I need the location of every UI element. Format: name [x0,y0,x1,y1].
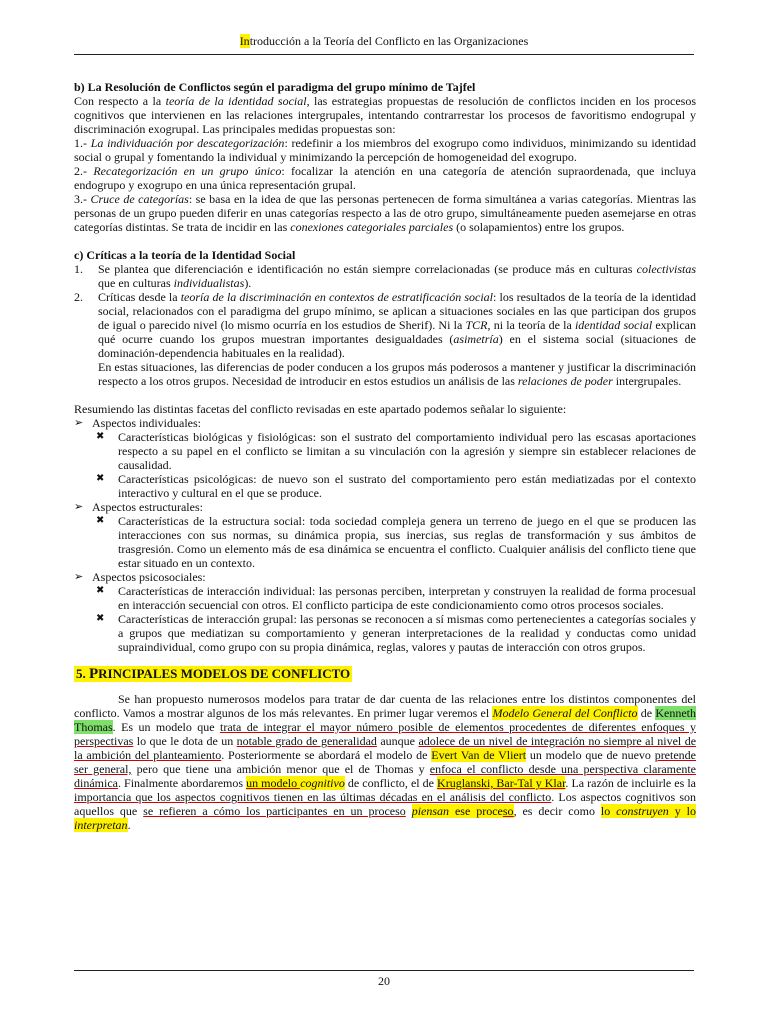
arrowhead-bullet-icon: ➢ [74,500,84,513]
aspect-group-psychosocial: ➢ Aspectos psicosociales: [74,570,206,584]
highlight-author: Evert Van de Vliert [431,748,527,762]
critique-item-1: 1. Se plantea que diferenciación e identificación no están siempre correlacionadas (se produce más en culturas colectivistas que en culturas individualistas). [74,262,696,290]
aspect-item: ✖ Características de interacción grupal: las personas se reconocen a sí mismas como pertenecientes a categorías sociales y a grupos que mediatizan su comportamiento y generan interpretaciones de la realidad y conductas como unidad supraindividual, como grupo con su propia dinámica, reglas, valores y pautas de interacción con otros grupos. [96,612,696,654]
aspect-group-structural: ➢ Aspectos estructurales: [74,500,203,514]
header-rule [74,54,694,55]
aspect-item: ✖ Características de interacción individual: las personas perciben, interpretan y construyen la realidad de forma procesual en interacción secuencial con otros. El conflicto participa de este condicionamiento como otros procesos sociales. [96,584,696,612]
section-b-heading: b) La Resolución de Conflictos según el paradigma del grupo mínimo de Tajfel [74,80,476,94]
strategy-item-3: 3.- Cruce de categorías: se basa en la idea de que las personas pertenecen de forma simultánea a varias categorías. Mientras las personas de un grupo pueden diferir en unas categorías respecto a las de otro grupo, simultáneamente pueden asemejarse en otras categorías distintas. Se trata de incidir en las conexiones categoriales parciales (o solapamientos) entre los grupos. [74,192,697,234]
critique-item-2: 2. Críticas desde la teoría de la discriminación en contextos de estratificación social: los resultados de la teoría de la identidad social, relacionados con el paradigma del grupo mínimo, se aplican a situaciones sociales en las que participan dos grupos de igual o parecido nivel (lo mismo ocurría en los estudios de Sherif). Ni la TCR, ni la teoría de la identidad social explican qué ocurre cuando los grupos muestran importantes desigualdades (asimetría) en el sistema social (situaciones de dominación-dependencia habituales en la realidad). En estas situaciones, las diferencias de poder conducen a los grupos más poderosos a mantener y justificar la discriminación respecto a los otros grupos. Necesidad de introducir en estos estudios un análisis de las relaciones de poder intergrupales. [74,290,697,388]
cross-bullet-icon: ✖ [96,515,105,526]
section-c-heading: c) Críticas a la teoría de la Identidad Social [74,248,296,262]
header-title: troducción a la Teoría del Conflicto en las Organizaciones [249,34,529,48]
aspect-group-individual: ➢ Aspectos individuales: [74,416,201,430]
highlight-model-name: Modelo General del Conflicto [492,706,638,720]
section-b-intro: Con respecto a la teoría de la identidad social, las estrategias propuestas de resolución de conflictos inciden en los procesos cognitivos que intervienen en las relaciones intergrupales, intentando contrarrestar los procesos de favoritismo endogrupal y discriminación exogrupal. Las principales medidas propuestas son: [74,94,697,136]
cross-bullet-icon: ✖ [96,473,105,484]
page-number: 20 [378,974,390,988]
arrowhead-bullet-icon: ➢ [74,416,84,429]
footer-rule [74,970,694,971]
cross-bullet-icon: ✖ [96,613,105,624]
critique-list [74,262,696,388]
highlight-author: Kenneth Thomas [74,706,697,734]
section-5-paragraph: Se han propuesto numerosos modelos para tratar de dar cuenta de las relaciones entre los distintos componentes del conflicto. Vamos a mostrar algunos de los más relevantes. En primer lugar veremos el Modelo General del Conflicto de Kenneth Thomas. Es un modelo que trata de integrar el mayor número posible de elementos procedentes de diferentes enfoques y perspectivas lo que le dota de un notable grado de generalidad aunque adolece de un nivel de integración no siempre al nivel de la ambición del planteamiento. Posteriormente se abordará el modelo de Evert Van de Vliert un modelo que de nuevo pretende ser general, pero que tiene una ambición menor que el de Thomas y enfoca el conflicto desde una perspectiva claramente dinámica. Finalmente abordaremos un modelo cognitivo de conflicto, el de Kruglanski, Bar-Tal y Klar. La razón de incluirle es la importancia que los aspectos cognitivos tienen en las últimas décadas en el análisis del conflicto. Los aspectos cognitivos son aquellos que se refieren a cómo los participantes en un proceso piensan ese proceso, es decir como lo construyen y lo interpretan. [74,692,697,832]
highlight-author: Kruglanski, Bar-Tal y Klar [437,776,566,790]
aspect-item: ✖ Características psicológicas: de nuevo son el sustrato del comportamiento pero están mediatizadas por el contexto interactivo y cultural en el que se produce. [96,472,696,500]
aspect-item: ✖ Características de la estructura social: toda sociedad compleja genera un terreno de juego en el que se producen las interacciones con sus normas, su dinámica propia, sus inercias, sus reglas de transformación y sus ámbitos de trasgresión. Como un elemento más de esa dinámica se encuentra el conflicto. Cualquier análisis del conflicto tiene que estar situado en un contexto. [96,514,696,570]
cross-bullet-icon: ✖ [96,431,105,442]
arrowhead-bullet-icon: ➢ [74,570,84,583]
running-header [0,34,768,49]
section-5-heading: 5. PRINCIPALES MODELOS DE CONFLICTO [76,666,351,682]
aspect-item: ✖ Características biológicas y fisiológicas: son el sustrato del comportamiento individual pero las escasas aportaciones respecto a su papel en el conflicto se limitan a su vinculación con la agresión y siempre sin establecer relaciones de causalidad. [96,430,696,472]
strategy-item-1: 1.- La individuación por descategorización: redefinir a los miembros del exogrupo como individuos, minimizando su identidad social o grupal y fomentando la individual y minimizando la percepción de homogeneidad del exogrupo. [74,136,696,164]
strategy-item-2: 2.- Recategorización en un grupo único: focalizar la atención en una categoría de atención supraordenada, que incluya endogrupo y exogrupo en una única representación grupal. [74,164,697,192]
page-body [74,80,696,832]
header-highlight: In [239,34,250,48]
summary-intro: Resumiendo las distintas facetas del conflicto revisadas en este apartado podemos señalar lo siguiente: [74,402,567,416]
cross-bullet-icon: ✖ [96,585,105,596]
